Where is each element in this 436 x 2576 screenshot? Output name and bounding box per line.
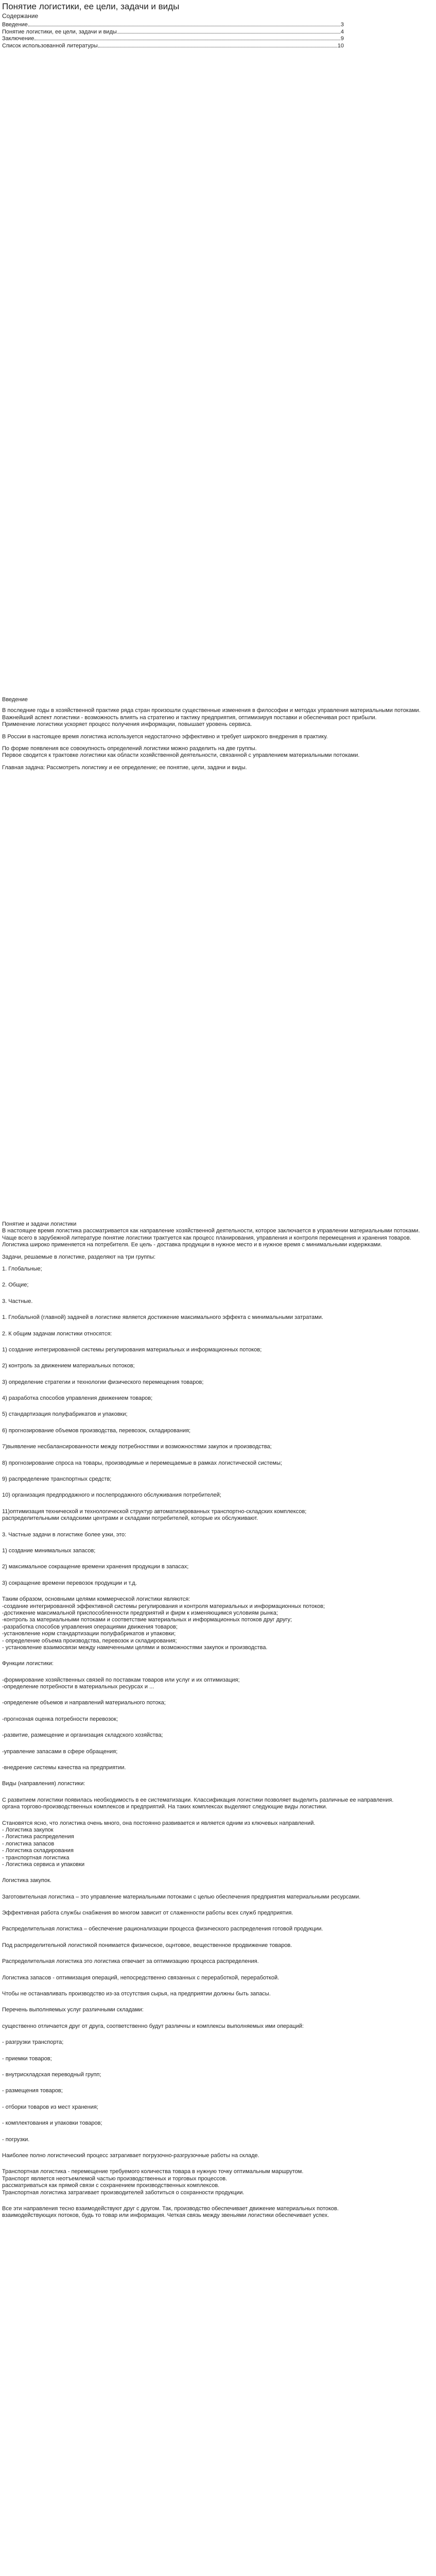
text-line: рассматриваться как прямой связи с сохранением производственных комплексов. xyxy=(2,2182,220,2189)
body-section xyxy=(2,1221,434,2219)
list-item: -контроль за материальными потоками и соответствие материальных и информационных потоков друг другу; xyxy=(2,1617,292,1623)
text-line: Логистика широко применяется на потребителя. Ее цель - доставка продукции в нужное место и в нужное время с минимальными издержками. xyxy=(2,1242,382,1248)
toc-item-page: 10 xyxy=(337,42,344,49)
list-item: распределительными складскими центрами и складами потребителей, которые их обслуживают. xyxy=(2,1515,258,1522)
toc-item-label: Заключение xyxy=(2,36,34,42)
text-line: Перечень выполняемых услуг различными складами: xyxy=(2,2007,144,2013)
list-item: -внедрение системы качества на предприятии. xyxy=(2,1765,126,1771)
text-line: Первое сводится к трактовке логистики как области хозяйственной деятельности, связанной с управлением материальными потоками. xyxy=(2,752,360,759)
text-line: С развитием логистики появилась необходимость в ее систематизации. Классификация логистики позволяет выделить различные ее направления. xyxy=(2,1797,394,1803)
list-item: -разработка способов управления операциями движения товаров; xyxy=(2,1623,178,1630)
toc-item[interactable] xyxy=(2,36,344,43)
list-item: 9) распределение транспортных средств; xyxy=(2,1476,112,1483)
text-line: Таким образом, основными целями коммерческой логистики являются: xyxy=(2,1596,190,1603)
toc-item[interactable] xyxy=(2,22,344,29)
toc-heading: Содержание xyxy=(2,12,39,20)
list-item: - разгрузки транспорта; xyxy=(2,2039,64,2046)
toc-item[interactable] xyxy=(2,43,344,50)
text-line: 2. К общим задачам логистики относятся: xyxy=(2,1330,112,1337)
toc-item-page: 3 xyxy=(340,22,344,28)
list-item: 3) определение стратегии и технологии физического перемещения товаров; xyxy=(2,1379,204,1385)
text-line: Становятся ясно, что логистика очень много, она постоянно развивается и является одним из ключевых направлений. xyxy=(2,1820,316,1826)
intro-section xyxy=(2,697,434,776)
list-item: - Логистика складирования xyxy=(2,1848,74,1854)
list-item: 1) создание интегрированной системы регулирования материальных и информационных потоков; xyxy=(2,1346,262,1353)
text-line: Все эти направления тесно взаимодействуют друг с другом. Так, производство обеспечивает движение материальных потоков. xyxy=(2,2205,339,2212)
list-item: - определение объема производства, перевозок и складирования; xyxy=(2,1637,177,1644)
list-item: 1. Глобальные; xyxy=(2,1265,42,1272)
toc-item-label: Понятие логистики, ее цели, задачи и виды xyxy=(2,28,117,35)
list-item: - погрузки. xyxy=(2,2136,30,2143)
list-item: 11)оптимизация технической и технологической структур автоматизированных транспортно-складских комплексов; xyxy=(2,1508,307,1515)
text-line: Логистика закупок. xyxy=(2,1877,51,1884)
toc-item-page: 4 xyxy=(340,28,344,35)
text-line: Наиболее полно логистический процесс затрагивает погрузочно-разгрузочные работы на складе. xyxy=(2,2152,259,2159)
toc-item-page: 9 xyxy=(340,36,344,42)
paragraph xyxy=(2,1228,434,1248)
paragraph xyxy=(2,765,434,771)
section-heading: Понятие и задачи логистики xyxy=(2,1221,77,1227)
text-line: Чтобы не останавливать производство из-за отсутствия сырья, на предприятии должны быть запасы. xyxy=(2,1991,271,1997)
text-line: Заготовительная логистика – это управление материальными потоками с целью обеспечения предприятия материальными ресурсами. xyxy=(2,1893,361,1900)
text-line: существенно отличается друг от друга, соответственно будут различны и комплексы выполняемых ими операций: xyxy=(2,2023,304,2029)
list-item: - установление взаимосвязи между намеченными целями и возможностями закупок и производства. xyxy=(2,1644,268,1651)
list-item: -определение объемов и направлений материального потока; xyxy=(2,1700,166,1706)
text-line: Главная задача: Рассмотреть логистику и ее определение; ее понятие, цели, задачи и виды. xyxy=(2,764,247,771)
list-item: - отборки товаров из мест хранения; xyxy=(2,2104,98,2110)
list-item: -прогнозная оценка потребности перевозок; xyxy=(2,1716,118,1722)
intro-heading: Введение xyxy=(2,697,28,703)
list-item: -формирование хозяйственных связей по поставкам товаров или услуг и их оптимизация; xyxy=(2,1676,240,1683)
text-line: Задачи, решаемые в логистике, разделяют на три группы: xyxy=(2,1253,156,1260)
list-item: - Логистика сервиса и упаковки xyxy=(2,1861,85,1868)
text-line: В настоящее время логистика рассматривается как направление хозяйственной деятельности, которое заключается в управлении материальными потоками. xyxy=(2,1228,420,1234)
text-line: Функции логистики: xyxy=(2,1660,54,1667)
paragraph xyxy=(2,707,434,728)
list-item: 3) сокращение времени перевозок продукции и т.д. xyxy=(2,1580,137,1586)
text-line: Транспортная логистика затрагивает производителей заботиться о сохранности продукции. xyxy=(2,2189,245,2196)
paragraph xyxy=(2,734,434,740)
text-line: органа торгово-производственных комплексов и предприятий. На таких комплексах выделяют следующие виды логистики. xyxy=(2,1804,327,1810)
list-item: 4) разработка способов управления движением товаров; xyxy=(2,1395,153,1402)
list-item: -определение потребности в материальных ресурсах и ... xyxy=(2,1684,154,1690)
list-item: - приемки товаров; xyxy=(2,2055,52,2062)
list-item: 2) максимальное сокращение времени хранения продукции в запасах; xyxy=(2,1564,189,1570)
list-item: -создание интегрированной эффективной системы регулирования и контроля материальных и информационных потоков; xyxy=(2,1603,325,1609)
list-item: 1) создание минимальных запасов; xyxy=(2,1547,96,1554)
list-item: - Логистика закупок xyxy=(2,1826,54,1833)
list-item: 7)выявление несбалансированности между потребностями и возможностями закупок и производства; xyxy=(2,1444,272,1450)
list-item: -развитие, размещение и организация складского хозяйства; xyxy=(2,1732,163,1739)
list-item: 6) прогнозирование объемов производства, перевозок, складирования; xyxy=(2,1427,191,1434)
list-item: 10) организация предпродажного и послепродажного обслуживания потребителей; xyxy=(2,1492,221,1499)
list-item: - логистика запасов xyxy=(2,1840,55,1847)
list-item: 2. Общие; xyxy=(2,1282,29,1289)
toc-item[interactable] xyxy=(2,29,344,36)
list-item: 2) контроль за движением материальных потоков; xyxy=(2,1363,135,1369)
text-line: 1. Глобальной (главной) задачей в логистике является достижение максимального эффекта с минимальными затратами. xyxy=(2,1314,323,1321)
text-line: Важнейший аспект логистики - возможность влиять на стратегию и тактику предприятия, оптимизируя поставки и обеспечивая рост прибыли. xyxy=(2,714,377,721)
text-line: Транспорт является неотъемлемой частью производственных и торговых процессов. xyxy=(2,2175,228,2182)
list-item: -установление норм стандартизации полуфабрикатов и упаковки; xyxy=(2,1631,176,1637)
text-line: Чаще всего в зарубежной литературе понятие логистики трактуется как процесс планирования, управления и контроля перемещения и хранения товаров. xyxy=(2,1234,411,1241)
text-line: Транспортная логистика - перемещение требуемого количества товара в нужную точку оптимальным маршрутом. xyxy=(2,2168,304,2175)
text-line: Под распределительной логистикой понимается физическое, оцнтовое, вещественное продвижение товаров. xyxy=(2,1942,292,1948)
list-item: 5) стандартизация полуфабрикатов и упаковки; xyxy=(2,1411,128,1418)
table-of-contents xyxy=(2,22,344,49)
text-line: Распределительная логистика это логистика отвечает за оптимизацию процесса распределения. xyxy=(2,1958,259,1965)
list-item: -управление запасами в сфере обращения; xyxy=(2,1748,118,1755)
toc-item-label: Введение xyxy=(2,22,28,28)
list-item: 8) прогнозирование спроса на товары, производимые и перемещаемые в рамках логистической системы; xyxy=(2,1460,282,1466)
paragraph xyxy=(2,745,434,759)
list-item: - Логистика распределения xyxy=(2,1834,74,1840)
list-item: - внутрискладская переводный групп; xyxy=(2,2072,101,2078)
text-line: 3. Частные задачи в логистике более узки, это: xyxy=(2,1531,127,1538)
list-item: - размещения товаров; xyxy=(2,2088,63,2094)
text-line: Распределительная логистика – обеспечение рационализации процесса физического распределения готовой продукции. xyxy=(2,1926,323,1933)
text-line: По форме появления все совокупность определений логистики можно разделить на две группы. xyxy=(2,745,257,752)
text-line: В России в настоящее время логистика используется недостаточно эффективно и требует широкого внедрения в практику. xyxy=(2,733,328,740)
text-line: В последние годы в хозяйственной практике ряда стран произошли существенные изменения в философии и методах управления материальными потоками. xyxy=(2,707,421,714)
text-line: Логистика запасов - оптимизация операций, непосредственно связанных с переработкой, переработкой. xyxy=(2,1974,280,1981)
text-line: Эффективная работа службы снабжения во многом зависит от слаженности работы всех служб предприятия. xyxy=(2,1910,293,1917)
list-item: - транспортная логистика xyxy=(2,1854,69,1861)
text-line: взаимодействующих потоков, будь то товар или информация. Четкая связь между звеньями логистики обеспечивает успех. xyxy=(2,2212,329,2219)
list-item: - комплектования и упаковки товаров; xyxy=(2,2120,102,2127)
text-line: Применение логистики ускоряет процесс получения информации, повышает уровень сервиса. xyxy=(2,721,252,728)
text-line: Виды (направления) логистики: xyxy=(2,1781,85,1787)
list-item: 3. Частные. xyxy=(2,1298,33,1304)
document-title: Понятие логистики, ее цели, задачи и виды xyxy=(2,2,180,11)
toc-item-label: Список использованной литературы xyxy=(2,42,98,49)
list-item: -достижение максимальной приспособленности предприятий и фирм к изменяющимся условиям рынка; xyxy=(2,1609,278,1616)
